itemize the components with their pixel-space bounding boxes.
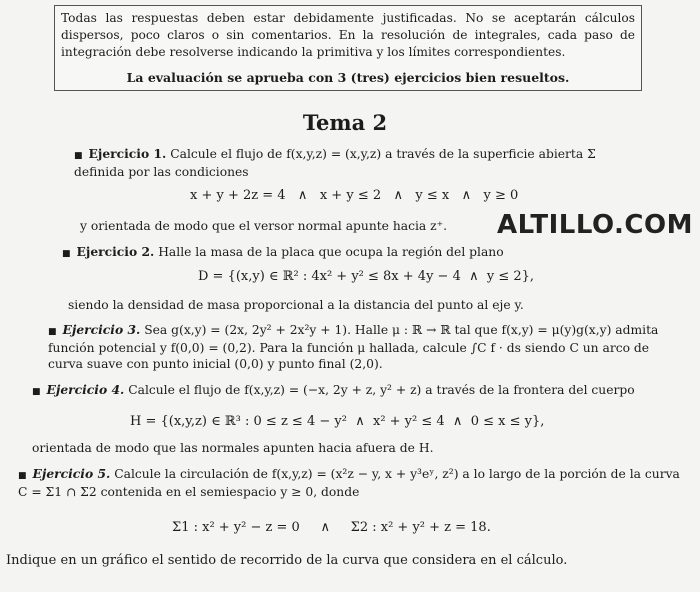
- watermark: ALTILLO.COM: [497, 210, 693, 240]
- exercise-4: [32, 382, 682, 400]
- instructions-text: Todas las respuestas deben estar debidamente justificadas. No se aceptarán cálculos dispersos, poco claros o sin comentarios. En la resolución de integrales, cada paso de integración debe resolverse indicando la primitiva y los límites correspondientes.: [61, 11, 635, 59]
- exercise-label: Ejercicio 1.: [88, 146, 167, 161]
- bullet-icon: ■: [32, 387, 41, 397]
- exercise-text: Calcule el flujo de f(x,y,z) = (x,y,z) a través de la superficie abierta Σ definida por las condiciones: [74, 147, 596, 179]
- exercise-label: Ejercicio 5.: [32, 466, 111, 481]
- exercise-formula: H = {(x,y,z) ∈ ℝ³ : 0 ≤ z ≤ 4 − y² ∧ x² + y² ≤ 4 ∧ 0 ≤ x ≤ y},: [130, 414, 545, 429]
- bullet-icon: ■: [48, 327, 57, 337]
- exercise-2: [62, 244, 662, 262]
- exercise-label: Ejercicio 4.: [46, 382, 125, 397]
- page-title: Tema 2: [302, 110, 388, 135]
- exercise-text: Halle la masa de la placa que ocupa la región del plano: [158, 245, 504, 259]
- exercise-formula: Σ1 : x² + y² − z = 0 ∧ Σ2 : x² + y² + z = 18.: [172, 520, 491, 535]
- bullet-icon: ■: [74, 151, 83, 161]
- exercise-after: siendo la densidad de masa proporcional a la distancia del punto al eje y.: [68, 298, 524, 312]
- exercise-text: Sea g(x,y) = (2x, 2y² + 2x²y + 1). Halle μ : ℝ → ℝ tal que f(x,y) = μ(y)g(x,y) admita función potencial y f(0,0) = (0,2). Para la función μ hallada, calcule ∫C f · ds siendo C un arco de curva suave con punto inicial (0,0) y punto final (2,0).: [48, 323, 659, 371]
- exercise-text: Calcule la circulación de f(x,y,z) = (x²z − y, x + y³eʸ, z²) a lo largo de la porción de la curva C = Σ1 ∩ Σ2 contenida en el semiespacio y ≥ 0, donde: [18, 467, 680, 499]
- exercise-label: Ejercicio 3.: [62, 322, 141, 337]
- exercise-after: y orientada de modo que el versor normal apunte hacia z⁺.: [80, 219, 448, 233]
- exercise-after: Indique en un gráfico el sentido de recorrido de la curva que considera en el cálculo.: [6, 553, 568, 568]
- exercise-1: [74, 146, 644, 180]
- exercise-5: [18, 466, 688, 500]
- exercise-formula: x + y + 2z = 4 ∧ x + y ≤ 2 ∧ y ≤ x ∧ y ≥ 0: [190, 188, 519, 203]
- bullet-icon: ■: [62, 249, 71, 259]
- bullet-icon: ■: [18, 471, 27, 481]
- evaluation-rule: La evaluación se aprueba con 3 (tres) ejercicios bien resueltos.: [126, 70, 570, 85]
- exercise-after: orientada de modo que las normales apunten hacia afuera de H.: [32, 441, 434, 455]
- exercise-formula: D = {(x,y) ∈ ℝ² : 4x² + y² ≤ 8x + 4y − 4 ∧ y ≤ 2},: [198, 269, 535, 284]
- instructions-box: [54, 5, 642, 91]
- exercise-label: Ejercicio 2.: [76, 244, 155, 259]
- exercise-3: [48, 322, 678, 372]
- exercise-text: Calcule el flujo de f(x,y,z) = (−x, 2y + z, y² + z) a través de la frontera del cuerpo: [128, 383, 635, 397]
